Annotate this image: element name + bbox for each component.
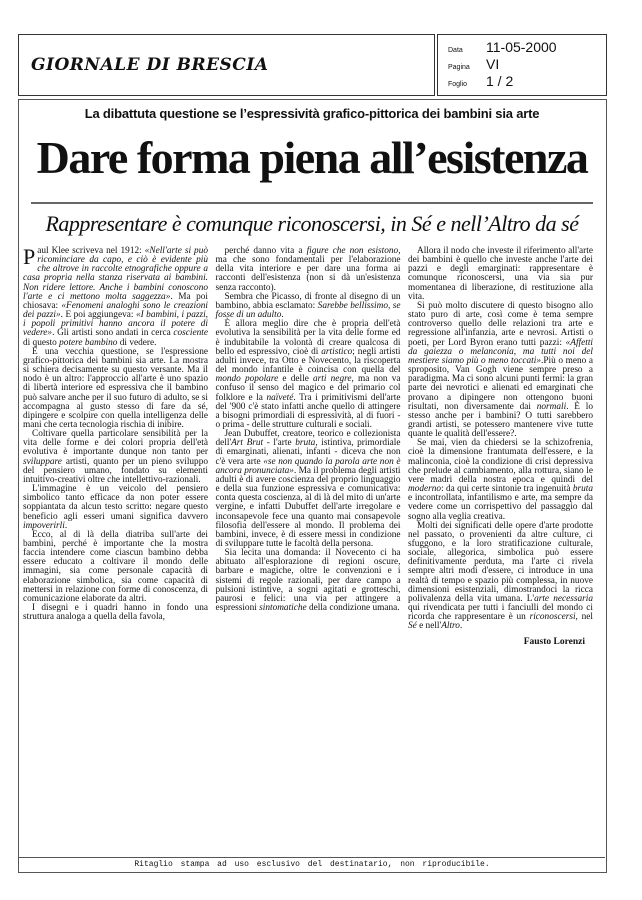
text: ; negli artisti adulti invece, tra Otto e Novecento, la riscoperta del mondo infantile è coincisa con quella del xyxy=(215,346,401,376)
paragraph xyxy=(408,522,593,632)
article-column xyxy=(23,244,209,647)
article-body xyxy=(23,244,593,647)
article-column xyxy=(408,247,593,647)
text: . Gli artisti sono andati in cerca xyxy=(52,328,174,339)
text: . È lo stesso anche per i bambini? O tutti sarebbero grandi artisti, se potessero mantenere vive tutte quante le qualità dell'essere?. xyxy=(408,401,593,440)
text: Allora il nodo che investe il riferimento all'arte dei bambini è quello che investe anche l'arte dei pazzi e degli emarginati: rappresentare è comunque riconoscersi, una via sia pur momentanea di liberazione, di restituzione alla vita. xyxy=(408,246,593,302)
italic-text: «Affetti da gaiezza o melanconia, ma tutti noi del mestiere siamo più o meno toccati» xyxy=(408,337,593,366)
text: Jean Dubuffet, creatore, teorico e collezionista dell' xyxy=(215,429,401,449)
italic-text: sviluppare xyxy=(23,456,62,467)
italic-text: Sé xyxy=(408,621,417,632)
text: qui rivendicata per tutti i fanciulli del mondo ci ricorda che rappresentare è un xyxy=(408,603,593,623)
deck-wrap xyxy=(27,210,597,238)
italic-text: normali xyxy=(536,401,567,412)
paragraph xyxy=(408,302,593,439)
paragraph xyxy=(216,549,401,613)
italic-text: «I bambini, i pazzi, i popoli primitivi hanno ancora il potere di vedere» xyxy=(23,310,208,339)
meta-date xyxy=(448,39,606,56)
italic-text: arti negre xyxy=(313,374,352,385)
text: della condizione umana. xyxy=(306,603,400,614)
italic-text: Altro xyxy=(441,621,460,632)
text: e delle xyxy=(278,374,314,385)
italic-text: «Nell'arte si può ricominciare da capo, e ciò è evidente più che altrove in raccolte etnografiche oppure a casa propria nella stanza riservata ai bambini. Non ridere lettore. Anche i bambini conoscono l'arte e ci mettono molta saggezza» xyxy=(23,246,208,302)
paragraph xyxy=(408,247,593,302)
text: di questo xyxy=(23,337,60,348)
paragraph xyxy=(216,247,401,293)
italic-text: Art Brut xyxy=(231,438,264,449)
meta-label: Pagina xyxy=(448,64,470,71)
text: artisti, quanto per un pieno sviluppo del pensiero umano, fondato su elementi intuitivo-creativi oltre che intellettivo-razionali. xyxy=(23,456,208,485)
article-column xyxy=(216,247,401,647)
text: . Ma il problema degli artisti adulti è di avere coscienza del proprio linguaggio e della sua funzione espressiva e comunicativa: conta questa coscienza, al di là del mito di un'arte vergine, e infatti Dubuffet dell'arte irregolare e inconsapevole fece una quanto mai consapevole filosofia dell'essere al mondo. Il problema dei bambini, invece, è di essere messi in condizione di sviluppare tutte le facoltà della persona. xyxy=(215,465,401,549)
paragraph xyxy=(216,293,401,320)
text: : da qui certe sintonie tra ingenuità xyxy=(441,484,573,495)
italic-text: naïveté xyxy=(266,392,294,403)
italic-text: Sarebbe bellissimo, se fosse di un adulto xyxy=(215,300,401,321)
text: , nel xyxy=(575,612,593,623)
italic-text: arte necessaria xyxy=(534,593,593,604)
footer-notice: Ritaglio stampa ad uso esclusivo del destinatario, non riproducibile. xyxy=(19,857,605,872)
article-kicker: La dibattuta questione se l’espressività grafico-pittorica dei bambini sia arte xyxy=(84,106,540,121)
headline-wrap xyxy=(27,130,597,186)
text: Ecco, al di là della diatriba sull'arte dei bambini, perché è importante che la mostra faccia intendere come ciascun bambino debba essere educato a coltivare il mondo delle immagini, sia come personale capacità di elaborazione simbolica, sia come capacità di mettersi in relazione con forme di conoscenza, di comunicazione elaborate da altri. xyxy=(23,529,208,604)
italic-text: impoverirli xyxy=(23,520,65,531)
paragraph xyxy=(408,439,593,521)
italic-text: bruta xyxy=(572,484,593,495)
text: . xyxy=(64,520,68,531)
paragraph xyxy=(23,348,208,430)
meta-value: 1 / 2 xyxy=(486,73,514,89)
meta-value: 11-05-2000 xyxy=(486,39,557,55)
paragraph xyxy=(23,430,208,485)
text: I disegni e i quadri hanno in fondo una struttura analoga a quella della favola, xyxy=(23,603,208,623)
paragraph xyxy=(23,531,208,604)
text: Coltivare quella particolare sensibilità per la vita delle forme e dei colori propria dell'età evolutiva è importante dunque non tanto per xyxy=(23,429,208,458)
meta-label: Foglio xyxy=(448,81,468,88)
drop-cap: P xyxy=(23,244,36,269)
text: . xyxy=(281,310,284,321)
paragraph xyxy=(216,320,401,430)
italic-text: «se non quando la parola arte non è ancora pronunciata» xyxy=(215,456,401,476)
text: , istintiva, primordiale di emarginati, alienati, infanti - diceva che non c'è vera arte xyxy=(215,438,401,467)
italic-text: figure che non esistono xyxy=(306,246,399,256)
text: e incontrollata, infantilismo e arte, ma sempre da vedere come un corrispettivo del passaggio dal sogno alla veglia creativa. xyxy=(408,493,593,522)
text: , ma non va confuso il senso del magico e del primario col folklore e la xyxy=(215,374,401,403)
text: Si può molto discutere di questo bisogno allo stato puro di arte, così come è tema sempre controverso quello delle relazioni tra arte e regressione all'infanzia, arte e nevrosi. Artisti o poeti, per Lord Byron erano tutti pazzi: xyxy=(408,300,593,348)
italic-text: cosciente xyxy=(173,328,208,339)
italic-text: mondo popolare xyxy=(215,374,279,385)
text: È allora meglio dire che è propria dell'età evolutiva la sensibilità per la vita delle forme ed è indubitabile la volontà di creare qualcosa di bello ed espressivo, cioè di xyxy=(215,319,401,357)
text: È una vecchia questione, se l'espressione grafico-pittorica dei bambini sia arte. La mostra si schiera decisamente su questo versante. Ma il nodo è un altro: l'approccio all'arte è uno spazio di libertà interiore ed espressiva che il bambino può salvare anche per il suo futuro di adulto, se si accompagna al gusto stesso di fare da sé, dipingere e scolpire con quella intelligenza delle mani che certa tecnologia rischia di inibire. xyxy=(23,346,208,430)
article-deck: Rappresentare è comunque riconoscersi, in Sé e nell’Altro da sé xyxy=(45,211,579,236)
text: L'immagine è un veicolo del pensiero simbolico tanto efficace da non poter essere soppiantata da alcun testo scritto: negare questo beneficio agli esseri umani significa davvero xyxy=(23,484,208,522)
meta-value: VI xyxy=(486,56,500,72)
newspaper-name: GIORNALE DI BRESCIA xyxy=(31,55,269,75)
text: , ma che sono fondamentali per l'elaborazione della vita interiore e per dare una forma ai racconti dell'esistenza (non si dà un'esistenza senza racconto). xyxy=(215,246,401,293)
paragraph xyxy=(23,604,208,622)
paragraph xyxy=(23,244,209,348)
italic-text: riconoscersi xyxy=(529,612,576,623)
italic-text: potere bambino xyxy=(59,337,118,348)
italic-text: «Fenomeni analoghi sono le creazioni dei pazzi» xyxy=(23,300,208,321)
newspaper-header xyxy=(18,34,435,96)
paragraph xyxy=(216,430,401,549)
clipping-meta xyxy=(437,34,607,96)
article-headline: Dare forma piena all’esistenza xyxy=(36,132,588,183)
meta-label: Data xyxy=(448,47,463,54)
text: .Più o meno a sproposito, Van Gogh viene sempre preso a paradigma. Ma ci sono alcuni punti fermi: la gran parte dei nevrotici e alienati ed emarginati che provano a dipingere non ottengono buoni risultati, non diversamente dai xyxy=(408,355,593,412)
italic-text: artistico xyxy=(321,346,353,357)
text: di vedere. xyxy=(117,337,157,348)
text: . xyxy=(459,621,463,632)
italic-text: sintomatiche xyxy=(259,603,307,614)
italic-text: moderno xyxy=(408,484,442,495)
italic-text: bruta xyxy=(295,438,316,449)
author-signature: Fausto Lorenzi xyxy=(523,636,585,647)
text: - l'arte xyxy=(263,438,296,449)
paragraph xyxy=(23,485,208,531)
text: e nell' xyxy=(416,621,442,632)
text: . Ma poi chiosava: xyxy=(23,291,209,311)
text: Se mai, vien da chiedersi se la schizofrenia, cioè la dimensione frantumata dell'essere, e la malinconia, cioè la condizione di crisi depressiva che prelude al cambiamento, alla rottura, siano le vere madri della nostra epoca e quindi del xyxy=(408,438,593,485)
text: Sia lecita una domanda: il Novecento ci ha abituato all'esplorazione di regioni oscure, barbare e magiche, oltre le convenzioni e i sistemi di regole razionali, per dare campo a pulsioni istintive, a sogni agitati e grotteschi, paurosi e felici: una via per attingere a espressioni xyxy=(215,548,401,614)
text: . E poi aggiungeva: xyxy=(60,310,136,321)
text: perché danno vita a xyxy=(224,246,307,256)
article-frame xyxy=(18,99,607,873)
text: . Tra i primitivismi dell'arte del '900 c'è stato infatti anche quello di attingere a bisogni primordiali di espressività, al di fuori - o prima - delle strutture culturali e sociali. xyxy=(215,392,401,430)
text: Sembra che Picasso, di fronte al disegno di un bambino, abbia esclamato: xyxy=(215,291,401,311)
text: Molti dei significati delle opere d'arte prodotte nel passato, o provenienti da altre culture, ci sfuggono, e la loro stratificazione culturale, sociale, allegorica, simbolica può essere definitivamente perduta, ma l'arte ci rivela sempre altri modi d'essere, ci introduce in una realtà di tempo e spazio più complessa, in nuove dimensioni esistenziali, dimostrandoci la ricca polivalenza della vita umana. L' xyxy=(408,520,593,604)
meta-page xyxy=(448,56,606,73)
text: aul Klee scriveva nel 1912: xyxy=(37,246,145,256)
divider xyxy=(31,202,593,204)
meta-sheet xyxy=(448,73,606,90)
